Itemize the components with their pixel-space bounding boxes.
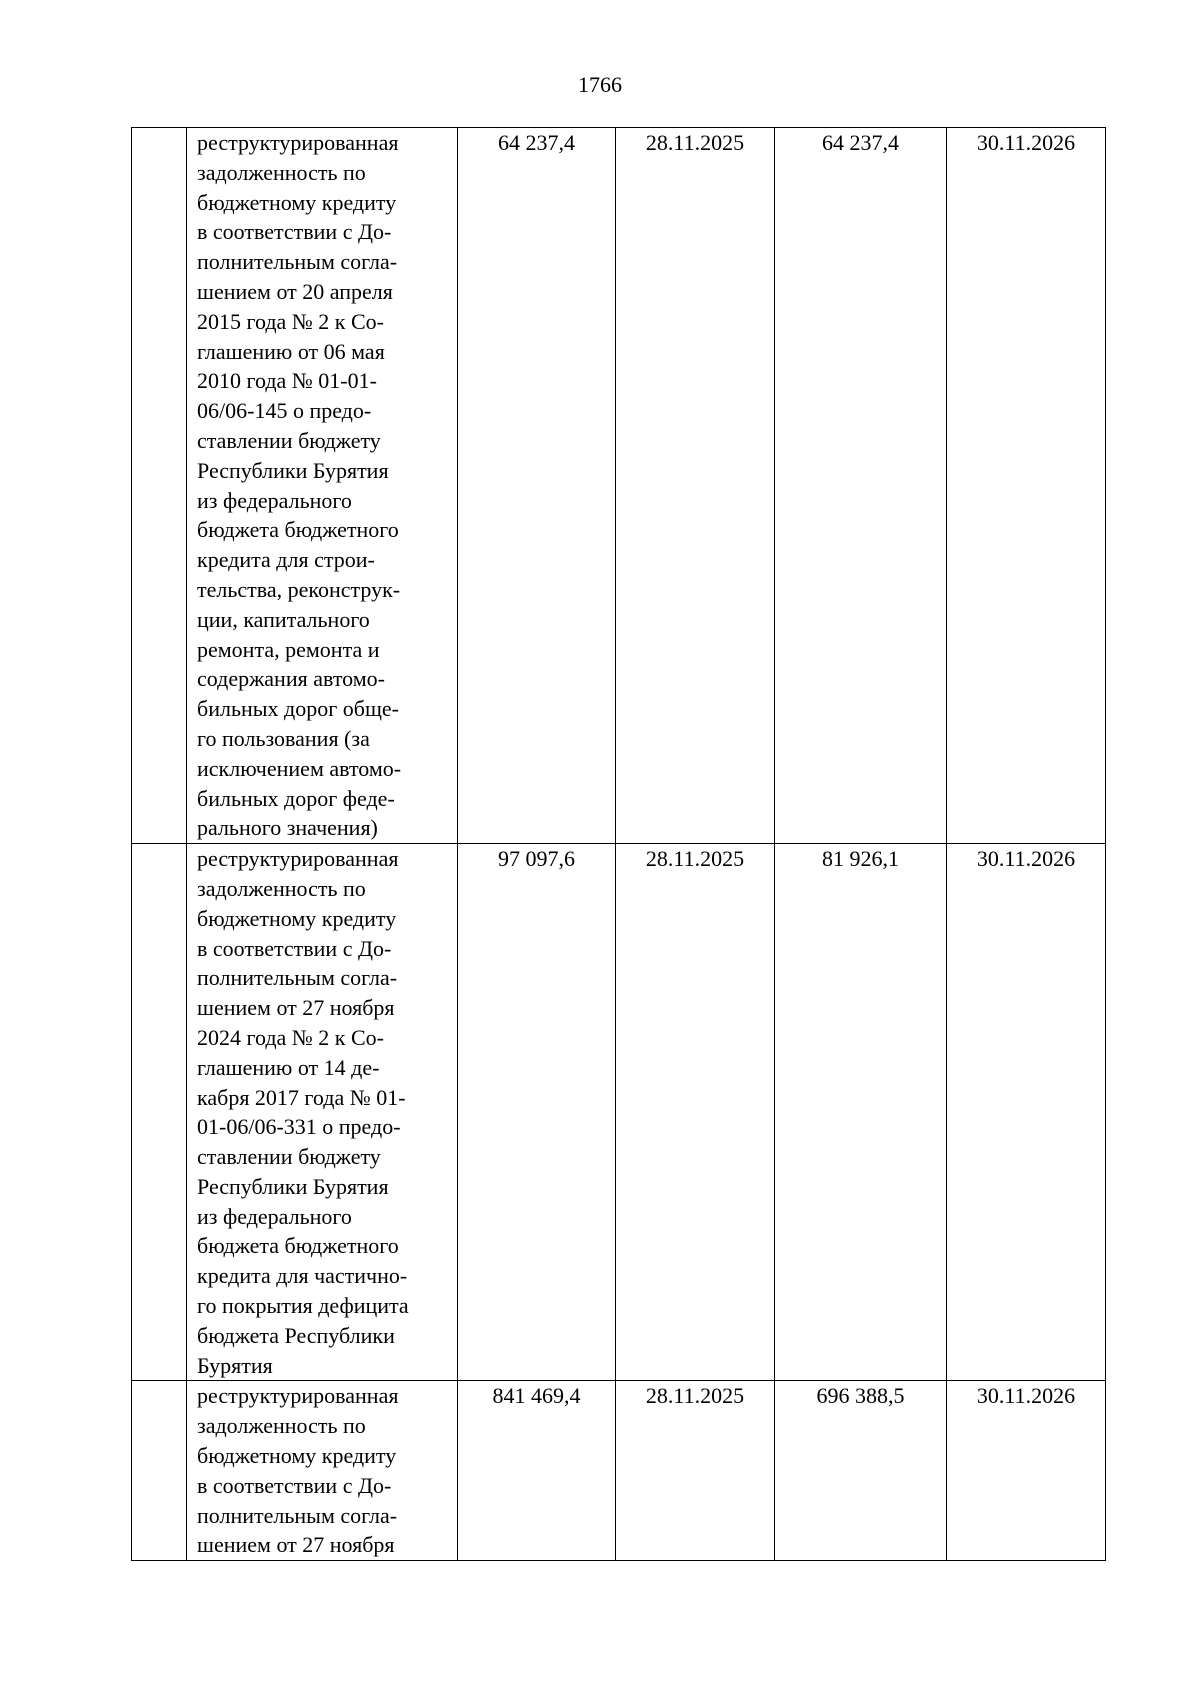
description-line: реструктурированная <box>197 846 399 872</box>
description-line: полнительным согла- <box>197 965 398 991</box>
description-line: бюджетному кредиту <box>197 905 397 931</box>
description-line: кредита для строи- <box>197 547 375 573</box>
description-line: бюджета Республики <box>197 1322 395 1348</box>
description-cell <box>187 1381 458 1561</box>
description-line: кредита для частично- <box>197 1263 408 1289</box>
description-line: глашению от 14 де- <box>197 1054 380 1080</box>
date2-value: 30.11.2026 <box>976 130 1076 155</box>
description-line: кабря 2017 года № 01- <box>197 1084 406 1110</box>
description-line: бюджета бюджетного <box>197 517 399 543</box>
description-line: 2010 года № 01-01- <box>197 368 377 394</box>
description-line: содержания автомо- <box>197 666 385 692</box>
description-line: ции, капитального <box>197 606 370 632</box>
date-cell <box>616 128 775 844</box>
amount-value: 97 097,6 <box>498 846 575 872</box>
description-cell <box>187 128 458 844</box>
description-line: 06/06-145 о предо- <box>197 398 372 424</box>
date2-value: 30.11.2026 <box>976 846 1076 872</box>
description-line: Республики Бурятия <box>197 1173 389 1199</box>
date-value: 28.11.2025 <box>645 1383 745 1409</box>
date2-cell <box>947 1381 1106 1561</box>
description-line: го покрытия дефицита <box>197 1293 409 1319</box>
date2-cell <box>947 128 1106 844</box>
description-line: задолженность по <box>197 875 366 901</box>
date-value: 28.11.2025 <box>645 130 745 155</box>
description-line: 2015 года № 2 к Со- <box>197 308 384 334</box>
description-line: реструктурированная <box>197 130 399 155</box>
description-line: рального значения) <box>197 815 378 841</box>
table-row <box>132 1381 1106 1561</box>
description-line: полнительным согла- <box>197 249 398 275</box>
date2-value: 30.11.2026 <box>976 1383 1076 1409</box>
amount2-cell <box>775 128 947 844</box>
description-line: Республики Бурятия <box>197 457 389 483</box>
description-line: задолженность по <box>197 1413 366 1439</box>
description-line: в соответствии с До- <box>197 1472 392 1498</box>
amount2-value: 696 388,5 <box>816 1383 905 1409</box>
amount2-value: 64 237,4 <box>822 130 899 155</box>
table-row <box>132 844 1106 1381</box>
description-line: полнительным согла- <box>197 1502 398 1528</box>
amount2-cell <box>775 1381 947 1561</box>
description-line: бюджета бюджетного <box>197 1233 399 1259</box>
row-number-cell <box>132 844 187 1381</box>
amount-cell <box>458 1381 616 1561</box>
description-line: глашению от 06 мая <box>197 338 385 364</box>
description-line: шением от 27 ноября <box>197 995 395 1021</box>
table-row <box>132 128 1106 844</box>
description-line: задолженность по <box>197 159 366 185</box>
row-number-cell <box>132 128 187 844</box>
description-line: бильных дорог феде- <box>197 785 395 811</box>
description-line: бюджетному кредиту <box>197 1443 397 1469</box>
description-line: в соответствии с До- <box>197 219 392 245</box>
description-line: тельства, реконструк- <box>197 576 401 602</box>
debt-table <box>131 127 1106 1561</box>
amount2-cell <box>775 844 947 1381</box>
date-value: 28.11.2025 <box>645 846 745 872</box>
page-number: 1766 <box>578 72 622 97</box>
description-line: в соответствии с До- <box>197 935 392 961</box>
description-cell <box>187 844 458 1381</box>
description-line: ставлении бюджету <box>197 1144 381 1170</box>
description-line: исключением автомо- <box>197 755 402 781</box>
row-number-cell <box>132 1381 187 1561</box>
description-line: ставлении бюджету <box>197 427 381 453</box>
date2-cell <box>947 844 1106 1381</box>
amount-cell <box>458 844 616 1381</box>
description-line: бюджетному кредиту <box>197 189 397 215</box>
amount-value: 841 469,4 <box>492 1383 581 1409</box>
date-cell <box>616 1381 775 1561</box>
description-line: шением от 20 апреля <box>197 278 393 304</box>
description-line: го пользования (за <box>197 725 370 751</box>
description-line: реструктурированная <box>197 1383 399 1409</box>
amount-value: 64 237,4 <box>498 130 575 155</box>
description-line: 2024 года № 2 к Со- <box>197 1024 384 1050</box>
description-line: шением от 27 ноября <box>197 1532 395 1558</box>
description-line: из федерального <box>197 1203 352 1229</box>
description-line: Бурятия <box>197 1352 273 1378</box>
description-line: 01-06/06-331 о предо- <box>197 1114 401 1140</box>
description-line: бильных дорог обще- <box>197 696 399 722</box>
description-line: из федерального <box>197 487 352 513</box>
description-line: ремонта, ремонта и <box>197 636 380 662</box>
amount2-value: 81 926,1 <box>822 846 899 872</box>
amount-cell <box>458 128 616 844</box>
date-cell <box>616 844 775 1381</box>
